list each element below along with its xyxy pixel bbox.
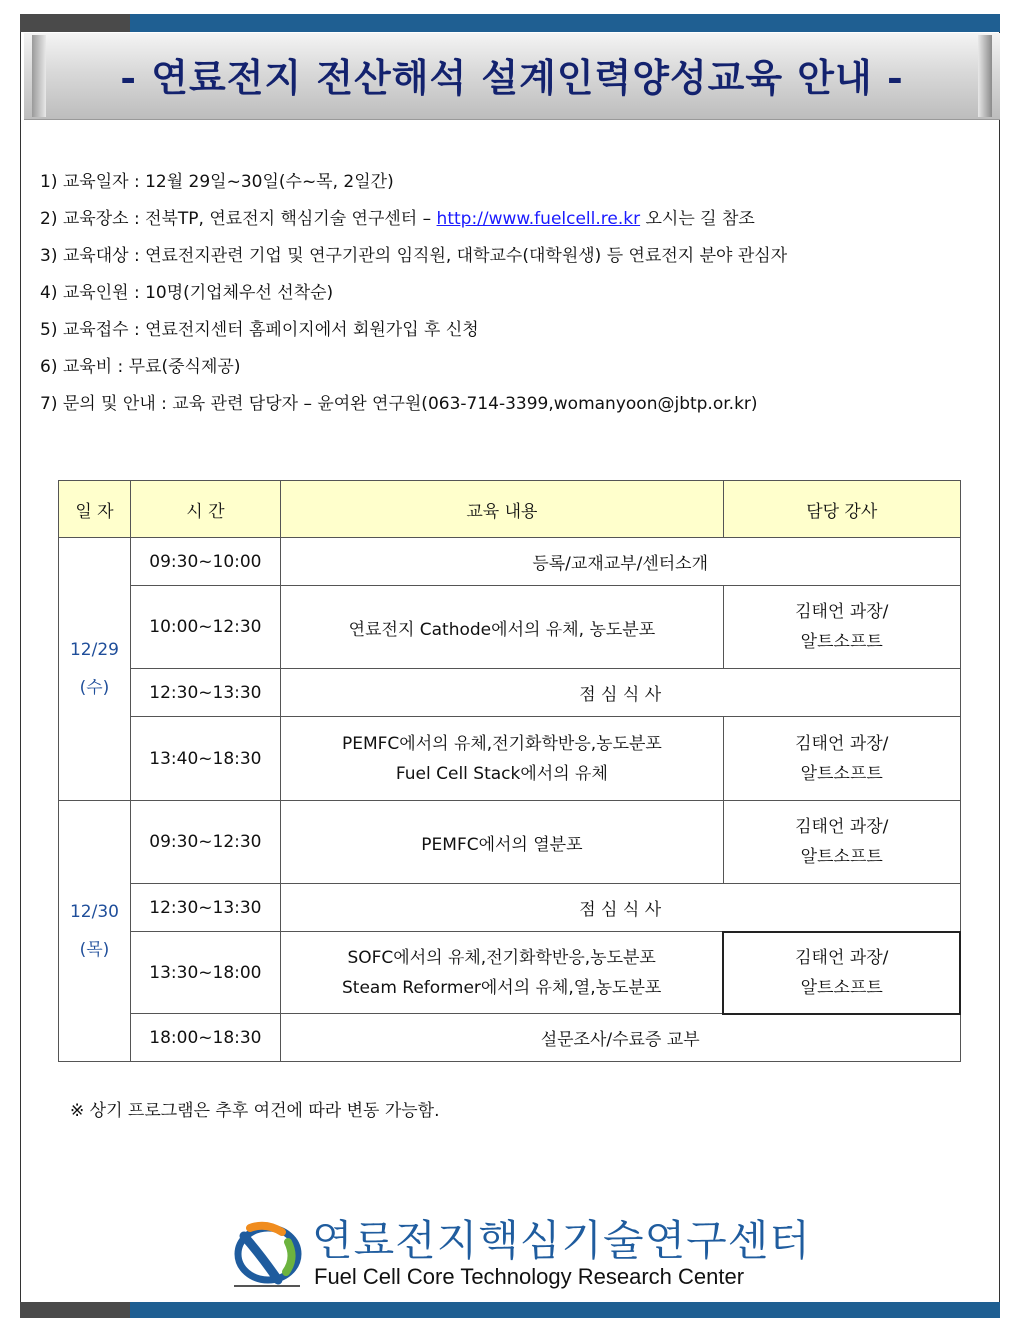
content-cell: 연료전지 Cathode에서의 유체, 농도분포 <box>280 586 723 669</box>
top-bar <box>20 14 1000 32</box>
content-cell: PEMFC에서의 유체,전기화학반응,농도분포 Fuel Cell Stack에서의 유체 <box>280 717 723 801</box>
date-cell-day2: 12/30 (목) <box>59 801 131 1062</box>
table-row <box>59 884 961 932</box>
time-cell: 13:40~18:30 <box>130 717 280 801</box>
info-list <box>40 164 787 423</box>
time-cell: 13:30~18:00 <box>130 932 280 1014</box>
date-cell-day1: 12/29 (수) <box>59 538 131 801</box>
table-row <box>59 1014 961 1062</box>
info-item-place: 2) 교육장소 : 전북TP, 연료전지 핵심기술 연구센터 – http://www.fuelcell.re.kr 오시는 길 참조 <box>40 209 755 229</box>
bottom-bar <box>20 1302 1000 1318</box>
info-item-registration: 5) 교육접수 : 연료전지센터 홈페이지에서 회원가입 후 신청 <box>40 320 479 340</box>
logo-emblem-icon <box>230 1214 306 1290</box>
time-cell: 18:00~18:30 <box>130 1014 280 1062</box>
time-cell: 09:30~12:30 <box>130 801 280 884</box>
info-item-fee: 6) 교육비 : 무료(중식제공) <box>40 357 241 377</box>
header-date: 일 자 <box>59 481 131 538</box>
center-logo <box>228 1208 828 1298</box>
time-cell: 12:30~13:30 <box>130 884 280 932</box>
info-item-date: 1) 교육일자 : 12월 29일~30일(수~목, 2일간) <box>40 172 394 192</box>
logo-name-english: Fuel Cell Core Technology Research Center <box>314 1264 745 1289</box>
time-cell: 10:00~12:30 <box>130 586 280 669</box>
instructor-cell: 김태언 과장/ 알트소프트 <box>723 586 960 669</box>
title-banner <box>24 33 1000 120</box>
table-row <box>59 932 961 1014</box>
info-item-capacity: 4) 교육인원 : 10명(기업체우선 선착순) <box>40 283 334 303</box>
instructor-cell: 김태언 과장/ 알트소프트 <box>723 801 960 884</box>
table-row <box>59 669 961 717</box>
info-item-contact: 7) 문의 및 안내 : 교육 관련 담당자 – 윤여완 연구원(063-714-3399,womanyoon@jbtp.or.kr) <box>40 394 758 414</box>
table-row <box>59 801 961 884</box>
instructor-cell: 김태언 과장/ 알트소프트 <box>723 717 960 801</box>
content-cell: 등록/교재교부/센터소개 <box>280 538 960 586</box>
header-time: 시 간 <box>130 481 280 538</box>
header-content: 교육 내용 <box>280 481 723 538</box>
content-cell: SOFC에서의 유체,전기화학반응,농도분포 Steam Reformer에서의 유체,열,농도분포 <box>280 932 723 1014</box>
header-instructor: 담당 강사 <box>723 481 960 538</box>
table-row <box>59 717 961 801</box>
table-row <box>59 538 961 586</box>
website-link[interactable]: http://www.fuelcell.re.kr <box>436 209 641 229</box>
table-header-row <box>59 481 961 538</box>
table-row <box>59 586 961 669</box>
content-cell: 점 심 식 사 <box>280 669 960 717</box>
content-cell: 점 심 식 사 <box>280 884 960 932</box>
page-title: - 연료전지 전산해석 설계인력양성교육 안내 - <box>120 55 904 100</box>
content-cell: 설문조사/수료증 교부 <box>280 1014 960 1062</box>
content-cell: PEMFC에서의 열분포 <box>280 801 723 884</box>
time-cell: 12:30~13:30 <box>130 669 280 717</box>
instructor-cell: 김태언 과장/ 알트소프트 <box>723 932 960 1014</box>
logo-name-korean: 연료전지핵심기술연구센터 <box>312 1216 811 1265</box>
info-item-target: 3) 교육대상 : 연료전지관련 기업 및 연구기관의 임직원, 대학교수(대학원생) 등 연료전지 분야 관심자 <box>40 246 788 266</box>
schedule-table <box>58 480 961 1062</box>
footnote: ※ 상기 프로그램은 추후 여건에 따라 변동 가능함. <box>70 1101 440 1121</box>
time-cell: 09:30~10:00 <box>130 538 280 586</box>
